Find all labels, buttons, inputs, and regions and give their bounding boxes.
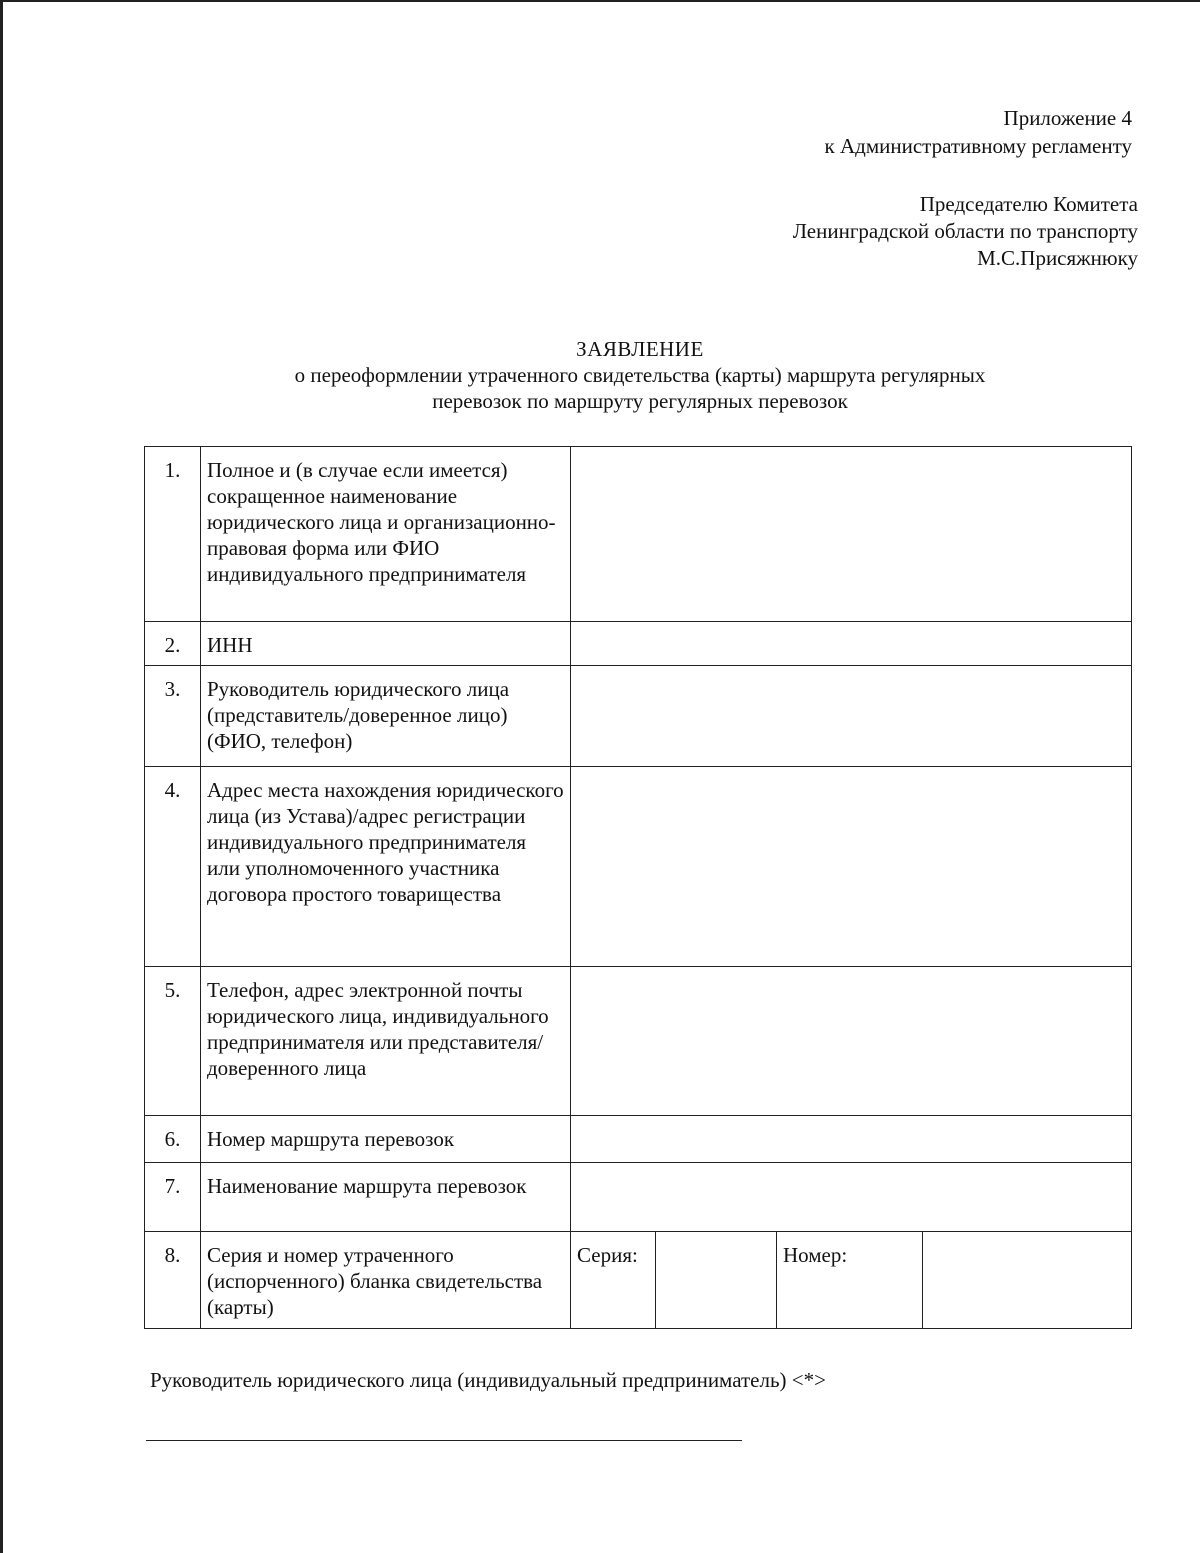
row-value-field[interactable] — [571, 1163, 1132, 1232]
row-number: 3. — [145, 666, 201, 767]
appendix-reference: к Административному регламенту — [824, 134, 1132, 158]
row-number: 7. — [145, 1163, 201, 1232]
row-number: 5. — [145, 967, 201, 1116]
document-title: ЗАЯВЛЕНИЕ — [576, 337, 704, 361]
row-value-field[interactable] — [571, 967, 1132, 1116]
table-row — [145, 1116, 1132, 1163]
row-label: Телефон, адрес электронной почты юридического лица, индивидуального предпринимателя или представителя/доверенного лица — [201, 967, 571, 1116]
table-row — [145, 1163, 1132, 1232]
row-number: 1. — [145, 447, 201, 622]
row-label: Номер маршрута перевозок — [201, 1116, 571, 1163]
row-label: ИНН — [201, 622, 571, 666]
number-value-field[interactable] — [923, 1232, 1132, 1329]
number-label: Номер: — [777, 1232, 923, 1329]
table-row — [145, 666, 1132, 767]
table-row — [145, 1232, 1132, 1329]
series-value-field[interactable] — [656, 1232, 777, 1329]
appendix-number: Приложение 4 — [1003, 106, 1132, 130]
row-label: Адрес места нахождения юридического лица (из Устава)/адрес регистрации индивидуального предпринимателя или уполномоченного участника договора простого товарищества — [201, 767, 571, 967]
signature-line[interactable] — [146, 1440, 742, 1441]
addressee-line-1: Председателю Комитета — [919, 192, 1138, 216]
row-label: Серия и номер утраченного (испорченного) бланка свидетельства (карты) — [201, 1232, 571, 1329]
row-value-field[interactable] — [571, 767, 1132, 967]
row-number: 6. — [145, 1116, 201, 1163]
table-row — [145, 967, 1132, 1116]
row-number: 8. — [145, 1232, 201, 1329]
table-row — [145, 447, 1132, 622]
signature-caption: Руководитель юридического лица (индивидуальный предприниматель) <*> — [150, 1368, 826, 1392]
row-label: Руководитель юридического лица (представитель/доверенное лицо) (ФИО, телефон) — [201, 666, 571, 767]
addressee-line-3: М.С.Присяжнюку — [977, 246, 1138, 270]
appendix-header — [825, 104, 1132, 160]
series-label: Серия: — [571, 1232, 656, 1329]
table-row — [145, 622, 1132, 666]
row-value-field[interactable] — [571, 622, 1132, 666]
row-value-field[interactable] — [571, 666, 1132, 767]
addressee-line-2: Ленинградской области по транспорту — [792, 219, 1138, 243]
document-title-block — [140, 336, 1140, 414]
row-value-field[interactable] — [571, 1116, 1132, 1163]
row-number: 4. — [145, 767, 201, 967]
table-row — [145, 767, 1132, 967]
row-label: Полное и (в случае если имеется) сокращенное наименование юридического лица и организационно-правовая форма или ФИО индивидуального предпринимателя — [201, 447, 571, 622]
application-form-table — [144, 446, 1132, 1329]
row-value-field[interactable] — [571, 447, 1132, 622]
addressee-block — [793, 191, 1138, 272]
document-subtitle-line-1: о переоформлении утраченного свидетельства (карты) маршрута регулярных — [294, 363, 986, 387]
row-number: 2. — [145, 622, 201, 666]
document-subtitle-line-2: перевозок по маршруту регулярных перевозок — [432, 389, 848, 413]
row-label: Наименование маршрута перевозок — [201, 1163, 571, 1232]
